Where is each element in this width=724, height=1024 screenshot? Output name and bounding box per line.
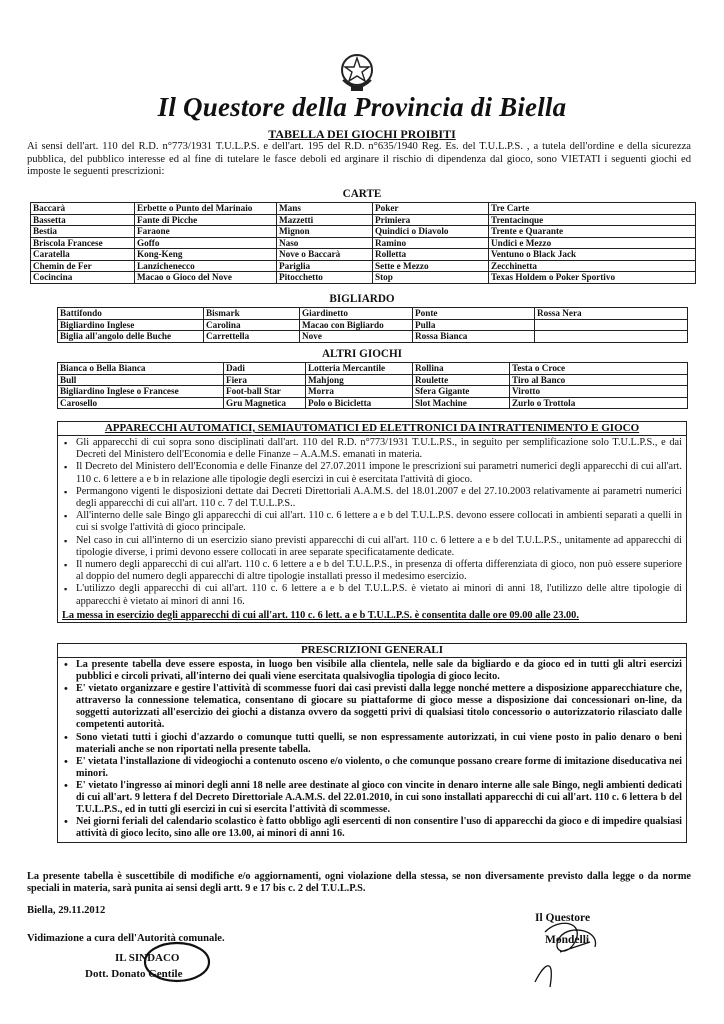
questore-name: Mondelli [545, 934, 590, 946]
table-cell: Tiro al Banco [510, 374, 688, 386]
table-cell: Naso [277, 237, 373, 249]
table-cell: Bestia [31, 226, 135, 238]
list-item: ▪ Permangono vigenti le disposizioni dettate dai Decreti Direttoriali A.A.M.S. del 18.01.2007 e del 27.10.2003 relativamente ai parametri numerici degli apparecchi di cui all'art. 110 c. 7 del T.U.L.P.S.. [76, 486, 682, 510]
list-item: • La presente tabella deve essere esposta, in luogo ben visibile alla clientela, nelle sale da bigliardo e da gioco ed in tutti gli altri esercizi pubblici e circoli privati, all'interno dei quali viene esercitata qualsivoglia tipologia di gioco lecito. [76, 659, 682, 683]
table-cell: Mazzetti [277, 214, 373, 226]
table-cell: Trente e Quarante [489, 226, 696, 238]
bigliardo-table [57, 307, 688, 343]
table-cell: Dadi [224, 363, 306, 375]
table-cell: Kong-Keng [135, 249, 277, 261]
list-item: ▪ L'utilizzo degli apparecchi di cui all'art. 110 c. 6 lettere a e b del T.U.L.P.S. è vietato ai minori di anni 18, l'utilizzo delle altre tipologie di apparecchi è vietato ai minori di anni 16. [76, 583, 682, 607]
table-cell: Mignon [277, 226, 373, 238]
table-cell: Trentacinque [489, 214, 696, 226]
table-cell: Bismark [204, 308, 300, 320]
table-row [31, 214, 696, 226]
document-subtitle: TABELLA DEI GIOCHI PROIBITI [268, 127, 456, 141]
table-cell: Zurlo o Trottola [510, 397, 688, 409]
closing-paragraph: La presente tabella è suscettibile di modifiche e/o aggiornamenti, ogni violazione della stessa, se non diversamente previsto dalla legge o da norme speciali in materia, sarà punita ai sensi degli artt. 9 e 17 bis c. 2 del T.U.L.P.S. [27, 871, 691, 895]
list-item: ▪ Il numero degli apparecchi di cui all'art. 110 c. 6 lettere a e b del T.U.L.P.S., in presenza di offerta differenziata di gioco, non può essere superiore al doppio del numero degli apparecchi di altre tipologie installati presso il medesimo esercizio. [76, 559, 682, 583]
list-item: ▪ All'interno delle sale Bingo gli apparecchi di cui all'art. 110 c. 6 lettere a e b del T.U.L.P.S. devono essere collocati in ambienti separati a quelli in cui si svolge l'attività di gioco principale. [76, 510, 682, 534]
table-cell: Bull [58, 374, 224, 386]
table-row [58, 374, 688, 386]
questore-signature-icon [505, 912, 615, 992]
table-cell: Pulla [413, 319, 535, 331]
table-cell: Virotto [510, 386, 688, 398]
table-cell: Quindici o Diavolo [373, 226, 489, 238]
list-item: • Sono vietati tutti i giochi d'azzardo o comunque tutti quelli, se non espressamente autorizzati, in cui viene posto in palio denaro o beni materiali anche se non riportati nella presente tabella. [76, 732, 682, 756]
table-cell: Briscola Francese [31, 237, 135, 249]
table-cell: Nove o Baccarà [277, 249, 373, 261]
list-item: ▪ Nel caso in cui all'interno di un esercizio siano previsti apparecchi di cui all'art. 110 c. 6 lettere a e b del T.U.L.P.S., unitamente ad apparecchi di tipologie diverse, i primi devono essere collocati in aree separate specificatamente dedicate. [76, 535, 682, 559]
table-cell: Tre Carte [489, 203, 696, 215]
prescrizioni-section [57, 643, 687, 843]
table-cell: Carolina [204, 319, 300, 331]
table-cell: Slot Machine [413, 397, 510, 409]
table-cell: Polo o Bicicletta [306, 397, 413, 409]
table-cell: Texas Holdem o Poker Sportivo [489, 272, 696, 284]
document-date: Biella, 29.11.2012 [27, 905, 106, 916]
table-cell: Bigliardino Inglese [58, 319, 204, 331]
table-cell: Testa o Croce [510, 363, 688, 375]
table-row [58, 363, 688, 375]
table-row [31, 237, 696, 249]
altri-heading: ALTRI GIOCHI [321, 348, 403, 360]
table-cell: Foot-ball Star [224, 386, 306, 398]
table-cell: Gru Magnetica [224, 397, 306, 409]
carte-table [30, 202, 696, 284]
table-cell [535, 319, 688, 331]
list-item: ▪ Gli apparecchi di cui sopra sono disciplinati dall'art. 110 del R.D. n°773/1931 T.U.L.P.S., in seguito per semplificazione solo T.U.L.P.S., e dai Decreti del Ministero dell'Economia e delle Finanze – A.A.M.S. emanati in materia. [76, 437, 682, 461]
table-cell: Fante di Picche [135, 214, 277, 226]
table-cell: Faraone [135, 226, 277, 238]
table-row [31, 272, 696, 284]
intro-paragraph: Ai sensi dell'art. 110 del R.D. n°773/1931 T.U.L.P.S. e dell'art. 195 del R.D. n°635/1940 Reg. Es. del T.U.L.P.S. , a tutela dell'ordine e della sicurezza pubblica, del pubblico interesse ed al fine di tutelare le fasce deboli ed arginare il rischio di dipendenza dal gioco, sono VIETATI i seguenti giochi ed imposte le seguenti prescrizioni: [27, 141, 691, 178]
prescrizioni-heading: PRESCRIZIONI GENERALI [58, 644, 686, 658]
list-item: • E' vietata l'installazione di videogiochi a contenuto osceno e/o violento, o che comunque possano creare forme di imitazione diseducativa nei minori. [76, 756, 682, 780]
table-cell: Stop [373, 272, 489, 284]
table-row [58, 308, 688, 320]
document-title: Il Questore della Provincia di Biella [157, 92, 567, 122]
table-cell: Lanzichenecco [135, 260, 277, 272]
table-cell: Mans [277, 203, 373, 215]
questore-label: Il Questore [535, 912, 591, 924]
vidimazione-label: Vidimazione a cura dell'Autorità comunale. [27, 933, 225, 944]
apparecchi-list [58, 436, 686, 610]
table-cell: Undici e Mezzo [489, 237, 696, 249]
table-cell: Rossa Nera [535, 308, 688, 320]
republic-emblem-icon [337, 50, 377, 94]
table-cell: Nove [300, 331, 413, 343]
list-item: • Nei giorni feriali del calendario scolastico è fatto obbligo agli esercenti di non consentire l'uso di apparecchi da gioco e di impedire qualsiasi attività di gioco lecito, sino alle ore 13.00, ai minori di anni 16. [76, 816, 682, 840]
table-row [58, 397, 688, 409]
table-cell: Macao o Gioco del Nove [135, 272, 277, 284]
table-cell: Rolletta [373, 249, 489, 261]
table-cell: Sette e Mezzo [373, 260, 489, 272]
carte-heading: CARTE [342, 188, 382, 200]
table-row [58, 386, 688, 398]
table-cell: Bianca o Bella Bianca [58, 363, 224, 375]
table-row [31, 226, 696, 238]
apparecchi-last-line: La messa in esercizio degli apparecchi di cui all'art. 110 c. 6 lett. a e b T.U.L.P.S. è consentita dalle ore 09.00 alle 23.00. [62, 609, 579, 621]
table-cell: Ventuno o Black Jack [489, 249, 696, 261]
table-cell: Battifondo [58, 308, 204, 320]
table-cell: Bassetta [31, 214, 135, 226]
table-cell: Lotteria Mercantile [306, 363, 413, 375]
table-cell: Pitocchetto [277, 272, 373, 284]
table-cell: Pariglia [277, 260, 373, 272]
sindaco-label: IL SINDACO [115, 952, 180, 964]
list-item: • E' vietato l'ingresso ai minori degli anni 18 nelle aree destinate al gioco con vincite in denaro interne alle sale Bingo, negli ambienti dedicati di cui all'art. 9 lettera f del Decreto Direttoriale A.A.M.S. del 22.01.2010, in cui sono installati apparecchi di cui all'art. 110 c. 6 lettera b del T.U.L.P.S., ed in tutti gli esercizi in cui si esercita l'attività di scommesse. [76, 780, 682, 816]
table-cell: Zecchinetta [489, 260, 696, 272]
table-cell: Morra [306, 386, 413, 398]
table-cell: Bigliardino Inglese o Francese [58, 386, 224, 398]
list-item: • E' vietato organizzare e gestire l'attività di scommesse fuori dai casi previsti dalla legge nonché mettere a disposizione apparecchiature che, attraverso la connessione telematica, consentano di giocare su piattaforme di gioco messe a disposizione dai concessionari on-line, da soggetti autorizzati all'esercizio dei giochi a distanza ovvero da soggetti privi di qualsiasi titolo concessorio o autorizzatorio rilasciato dalle competenti autorità. [76, 683, 682, 731]
table-cell: Poker [373, 203, 489, 215]
table-cell: Baccarà [31, 203, 135, 215]
table-cell: Giardinetto [300, 308, 413, 320]
table-cell: Cocincina [31, 272, 135, 284]
altri-table [57, 362, 688, 409]
table-cell: Erbette o Punto del Marinaio [135, 203, 277, 215]
bigliardo-heading: BIGLIARDO [329, 293, 395, 305]
table-cell: Ramino [373, 237, 489, 249]
table-cell: Rossa Bianca [413, 331, 535, 343]
table-cell: Carosello [58, 397, 224, 409]
list-item: ▪ Il Decreto del Ministero dell'Economia e delle Finanze del 27.07.2011 impone le prescrizioni sui parametri numerici degli apparecchi di cui all'art. 110 c. 6 lettere a e b in relazione alle tipologie degli esercizi in cui è esercitata l'attività di gioco. [76, 461, 682, 485]
table-cell [535, 331, 688, 343]
table-row [31, 249, 696, 261]
table-cell: Ponte [413, 308, 535, 320]
table-cell: Chemin de Fer [31, 260, 135, 272]
apparecchi-heading: APPARECCHI AUTOMATICI, SEMIAUTOMATICI ED ELETTRONICI DA INTRATTENIMENTO E GIOCO [58, 422, 686, 436]
table-cell: Mahjong [306, 374, 413, 386]
table-cell: Carrettella [204, 331, 300, 343]
sindaco-name: Dott. Donato Gentile [85, 968, 183, 980]
table-cell: Goffo [135, 237, 277, 249]
table-cell: Roulette [413, 374, 510, 386]
prescrizioni-list [58, 658, 686, 842]
table-cell: Fiera [224, 374, 306, 386]
table-cell: Macao con Bigliardo [300, 319, 413, 331]
table-cell: Rollina [413, 363, 510, 375]
table-cell: Biglia all'angolo delle Buche [58, 331, 204, 343]
table-cell: Primiera [373, 214, 489, 226]
table-row [58, 331, 688, 343]
table-cell: Caratella [31, 249, 135, 261]
table-row [31, 203, 696, 215]
table-cell: Sfera Gigante [413, 386, 510, 398]
apparecchi-section [57, 421, 687, 623]
table-row [31, 260, 696, 272]
table-row [58, 319, 688, 331]
